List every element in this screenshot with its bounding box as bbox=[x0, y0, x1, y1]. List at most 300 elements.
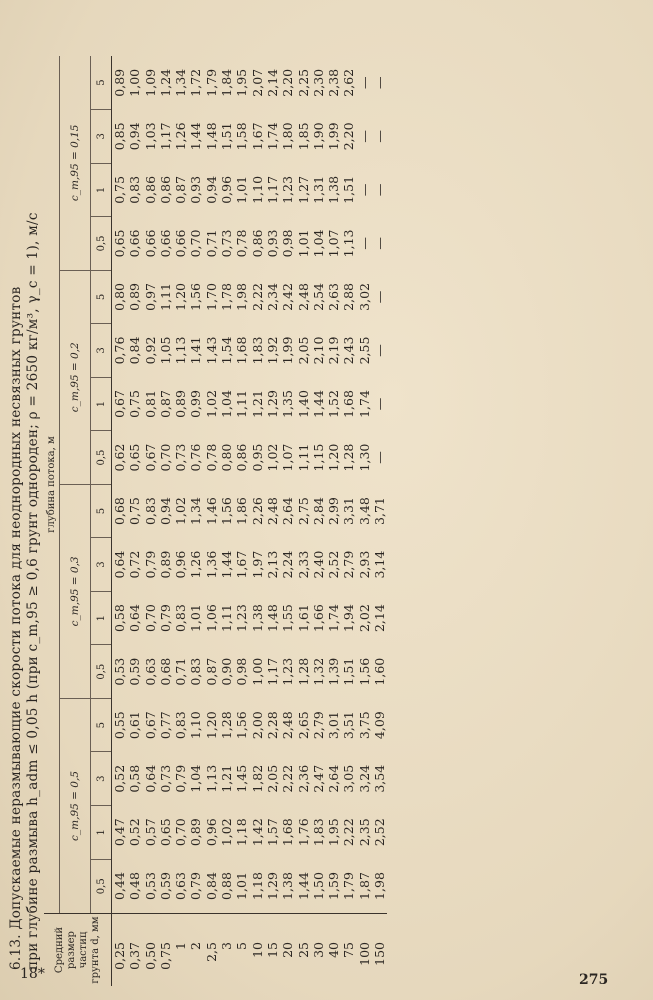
velocity-cell: 1,51 bbox=[219, 122, 235, 151]
table-row bbox=[234, 56, 249, 986]
velocity-cell: 2,79 bbox=[341, 550, 357, 579]
particle-size-cell: 40 bbox=[326, 914, 341, 987]
velocity-cell: 1,58 bbox=[234, 122, 250, 151]
depth-subheader-row bbox=[91, 56, 112, 986]
table-row bbox=[357, 56, 372, 986]
particle-size-cell: 0,37 bbox=[127, 914, 142, 987]
velocity-cell: 1,28 bbox=[219, 711, 235, 740]
depth-header: глубина потока, м bbox=[44, 56, 60, 914]
velocity-cell: 2,05 bbox=[295, 336, 311, 365]
velocity-cell: 1,26 bbox=[188, 550, 204, 579]
depth-header-cell: 0,5 bbox=[91, 645, 112, 699]
velocity-cell: 0,65 bbox=[112, 229, 127, 258]
velocity-cell: 1,38 bbox=[249, 604, 265, 633]
velocity-cell: 1,70 bbox=[203, 283, 219, 311]
velocity-cell: 3,31 bbox=[341, 497, 357, 525]
velocity-cell: 2,47 bbox=[310, 764, 326, 793]
velocity-cell: 1,31 bbox=[310, 175, 326, 204]
velocity-cell: 1,84 bbox=[219, 68, 235, 97]
velocity-cell: 0,87 bbox=[173, 175, 189, 204]
velocity-cell: 1,04 bbox=[188, 764, 204, 793]
depth-header-cell: 0,5 bbox=[91, 431, 112, 485]
velocity-cell: 3,75 bbox=[356, 711, 372, 740]
velocity-cell: — bbox=[356, 183, 372, 197]
velocity-cell: 2,26 bbox=[249, 497, 265, 525]
velocity-cell: 1,35 bbox=[280, 390, 296, 418]
group-header: c_m,95 = 0,2 bbox=[60, 270, 91, 484]
velocity-cell: 0,83 bbox=[173, 604, 189, 633]
velocity-cell: 0,78 bbox=[203, 443, 219, 472]
velocity-cell: 2,65 bbox=[295, 711, 311, 740]
velocity-cell: 1,56 bbox=[356, 657, 372, 686]
velocity-cell: 1,18 bbox=[234, 818, 250, 847]
velocity-cell: 0,52 bbox=[112, 764, 127, 793]
particle-size-cell: 75 bbox=[341, 914, 356, 987]
depth-header-cell: 1 bbox=[91, 377, 112, 431]
velocity-cell: 1,99 bbox=[280, 336, 296, 365]
particle-size-cell: 0,75 bbox=[158, 914, 173, 987]
velocity-cell: 1,44 bbox=[310, 390, 326, 418]
velocity-cell: 0,81 bbox=[142, 390, 158, 418]
velocity-cell: 1,95 bbox=[234, 68, 250, 97]
velocity-cell: 0,95 bbox=[249, 443, 265, 472]
table-row bbox=[250, 56, 265, 986]
velocity-cell: 0,84 bbox=[127, 336, 143, 365]
group-header: c_m,95 = 0,5 bbox=[60, 698, 91, 913]
velocity-cell: 1,85 bbox=[295, 122, 311, 151]
velocity-cell: 1,68 bbox=[234, 336, 250, 365]
velocity-cell: 1,02 bbox=[203, 390, 219, 418]
velocity-cell: 1,36 bbox=[203, 550, 219, 579]
velocity-cell: 0,70 bbox=[188, 229, 204, 258]
velocity-cell: 1,21 bbox=[249, 390, 265, 418]
velocity-cell: 1,45 bbox=[234, 764, 250, 793]
size-column-header: Средний размер частиц грунта d, мм bbox=[44, 914, 112, 987]
velocity-cell: 0,87 bbox=[157, 390, 173, 418]
velocity-cell: 1,98 bbox=[372, 872, 388, 900]
particle-size-cell: 3 bbox=[219, 914, 234, 987]
velocity-cell: 2,25 bbox=[295, 68, 311, 97]
velocity-cell: 1,11 bbox=[157, 283, 173, 311]
page-number: 275 bbox=[579, 972, 609, 988]
velocity-cell: 2,19 bbox=[326, 336, 342, 365]
velocity-cell: 1,92 bbox=[264, 336, 280, 365]
particle-size-cell: 0,50 bbox=[143, 914, 158, 987]
velocity-cell: 1,11 bbox=[219, 604, 235, 633]
velocity-cell: 1,10 bbox=[249, 175, 265, 204]
velocity-cell: 1,74 bbox=[264, 122, 280, 151]
velocity-cell: 0,58 bbox=[112, 604, 127, 633]
velocity-cell: 0,77 bbox=[157, 711, 173, 740]
velocity-cell: — bbox=[372, 290, 388, 304]
velocity-cell: 1,95 bbox=[326, 818, 342, 847]
velocity-cell: 0,89 bbox=[157, 550, 173, 579]
velocity-cell: 0,92 bbox=[142, 336, 158, 365]
velocity-cell: 1,97 bbox=[249, 550, 265, 579]
depth-header-cell: 1 bbox=[91, 163, 112, 217]
velocity-cell: 3,51 bbox=[341, 711, 357, 740]
velocity-cell: 1,01 bbox=[295, 229, 311, 258]
velocity-cell: 1,43 bbox=[203, 336, 219, 365]
velocity-cell: 0,99 bbox=[188, 390, 204, 418]
velocity-cell: 1,56 bbox=[234, 711, 250, 740]
depth-header-cell: 3 bbox=[91, 752, 112, 806]
velocity-cell: 1,00 bbox=[127, 68, 143, 97]
velocity-cell: 0,76 bbox=[188, 443, 204, 472]
velocity-cell: 2,52 bbox=[372, 818, 388, 847]
velocity-cell: 3,02 bbox=[356, 283, 372, 311]
velocity-cell: 0,70 bbox=[173, 818, 189, 847]
velocity-cell: 1,99 bbox=[326, 122, 342, 151]
velocity-cell: 0,66 bbox=[173, 229, 189, 258]
velocity-cell: — bbox=[372, 344, 388, 357]
particle-size-cell: 1 bbox=[173, 914, 188, 987]
table-row bbox=[280, 56, 295, 986]
velocity-cell: 1,60 bbox=[372, 657, 388, 686]
velocity-cell: 2,84 bbox=[310, 497, 326, 525]
velocity-cell: 2,48 bbox=[280, 711, 296, 740]
depth-header-cell: 1 bbox=[91, 591, 112, 645]
velocity-cell: 0,55 bbox=[112, 711, 127, 740]
velocity-cell: 2,64 bbox=[326, 764, 342, 793]
velocity-cell: 1,24 bbox=[157, 68, 173, 97]
velocity-cell: 1,38 bbox=[280, 872, 296, 900]
velocity-cell: 0,72 bbox=[127, 550, 143, 579]
velocity-cell: 0,89 bbox=[188, 818, 204, 847]
velocity-cell: 0,86 bbox=[249, 229, 265, 258]
velocity-cell: 0,63 bbox=[142, 657, 158, 686]
table-row bbox=[296, 56, 311, 986]
velocity-cell: 1,38 bbox=[326, 175, 342, 204]
velocity-cell: 1,72 bbox=[188, 68, 204, 97]
velocity-cell: 1,01 bbox=[188, 604, 204, 633]
table-row bbox=[112, 56, 128, 986]
depth-header-cell: 5 bbox=[91, 56, 112, 110]
particle-size-cell: 2,5 bbox=[204, 914, 219, 987]
table-row bbox=[311, 56, 326, 986]
velocity-cell: 0,70 bbox=[157, 443, 173, 472]
velocity-cell: 0,52 bbox=[127, 818, 143, 847]
velocity-cell: 3,48 bbox=[356, 497, 372, 525]
velocity-cell: 1,56 bbox=[188, 283, 204, 311]
velocity-cell: 0,59 bbox=[127, 657, 143, 686]
velocity-cell: 0,93 bbox=[264, 229, 280, 258]
velocity-cell: — bbox=[356, 76, 372, 90]
velocity-cell: 1,09 bbox=[142, 68, 158, 97]
velocity-cell: 1,01 bbox=[234, 872, 250, 900]
velocity-cell: 1,83 bbox=[249, 336, 265, 365]
velocity-cell: 1,46 bbox=[203, 497, 219, 525]
velocity-cell: 0,94 bbox=[127, 122, 143, 151]
velocity-cell: 1,13 bbox=[341, 229, 357, 258]
velocity-cell: 0,66 bbox=[142, 229, 158, 258]
velocity-cell: 0,47 bbox=[112, 818, 127, 847]
velocity-cell: 1,06 bbox=[203, 604, 219, 633]
velocity-cell: 2,20 bbox=[280, 68, 296, 97]
velocity-cell: 0,53 bbox=[112, 657, 127, 686]
velocity-cell: 1,02 bbox=[264, 443, 280, 472]
velocity-cell: 1,23 bbox=[280, 175, 296, 204]
velocity-cell: 1,28 bbox=[295, 657, 311, 686]
velocity-cell: 0,59 bbox=[157, 872, 173, 900]
particle-size-cell: 10 bbox=[250, 914, 265, 987]
velocity-cell: 1,44 bbox=[219, 550, 235, 579]
velocity-cell: 2,22 bbox=[249, 283, 265, 311]
velocity-cell: 0,97 bbox=[142, 283, 158, 311]
velocity-cell: — bbox=[356, 130, 372, 143]
velocity-cell: 1,23 bbox=[234, 604, 250, 633]
velocity-cell: 2,88 bbox=[341, 283, 357, 311]
velocity-cell: 2,13 bbox=[264, 550, 280, 579]
velocity-cell: 1,94 bbox=[341, 604, 357, 633]
velocity-cell: 1,02 bbox=[173, 497, 189, 525]
velocity-cell: 1,00 bbox=[249, 657, 265, 686]
velocity-cell: 1,15 bbox=[310, 443, 326, 472]
velocity-cell: 2,30 bbox=[310, 68, 326, 97]
velocity-cell: 1,41 bbox=[188, 336, 204, 365]
velocity-cell: 2,35 bbox=[356, 818, 372, 847]
velocity-cell: — bbox=[372, 397, 388, 411]
velocity-cell: 0,88 bbox=[219, 872, 235, 900]
velocity-cell: 0,62 bbox=[112, 443, 127, 472]
velocity-cell: 1,39 bbox=[326, 657, 342, 686]
velocity-cell: 2,93 bbox=[356, 550, 372, 579]
depth-header-cell: 5 bbox=[91, 698, 112, 752]
particle-size-cell: 30 bbox=[311, 914, 326, 987]
velocity-cell: 1,03 bbox=[142, 122, 158, 151]
velocity-cell: 0,86 bbox=[157, 175, 173, 204]
velocity-cell: 1,59 bbox=[326, 872, 342, 900]
table-row bbox=[204, 56, 219, 986]
velocity-cell: 1,98 bbox=[234, 283, 250, 311]
velocity-cell: 2,55 bbox=[356, 336, 372, 365]
depth-header-cell: 0,5 bbox=[91, 859, 112, 913]
velocity-cell: 0,86 bbox=[234, 443, 250, 472]
signature-mark: 18* bbox=[20, 966, 45, 982]
velocity-cell: 1,18 bbox=[249, 872, 265, 900]
particle-size-cell: 25 bbox=[296, 914, 311, 987]
particle-size-cell: 5 bbox=[234, 914, 249, 987]
velocity-cell: 0,85 bbox=[112, 122, 127, 151]
velocity-cell: 2,54 bbox=[310, 283, 326, 311]
table-row bbox=[143, 56, 158, 986]
caption-line-2: при глубине размыва h_adm ≤ 0,05 h (при c_m,95 ≥ 0,6 грунт однороден; ρ = 2650 кг/м³, γ_c = 1), м/с bbox=[25, 212, 41, 970]
velocity-cell: 2,63 bbox=[326, 283, 342, 311]
particle-size-cell: 15 bbox=[265, 914, 280, 987]
velocity-cell: 0,66 bbox=[157, 229, 173, 258]
velocity-cell: 2,07 bbox=[249, 68, 265, 97]
velocity-cell: 1,74 bbox=[356, 390, 372, 418]
velocity-cell: 2,36 bbox=[295, 764, 311, 793]
velocity-cell: 1,34 bbox=[188, 497, 204, 525]
velocity-cell: 0,96 bbox=[173, 550, 189, 579]
velocity-cell: — bbox=[372, 130, 388, 143]
depth-header-cell: 0,5 bbox=[91, 217, 112, 271]
velocity-cell: 1,17 bbox=[264, 657, 280, 686]
velocity-cell: 0,98 bbox=[234, 657, 250, 686]
velocity-cell: 4,09 bbox=[372, 711, 388, 740]
velocity-cell: — bbox=[372, 451, 388, 464]
velocity-cell: 0,67 bbox=[142, 711, 158, 740]
velocity-cell: 2,00 bbox=[249, 711, 265, 740]
velocity-cell: 1,48 bbox=[203, 122, 219, 151]
particle-size-cell: 150 bbox=[372, 914, 387, 987]
velocity-cell: 1,48 bbox=[264, 604, 280, 633]
velocity-cell: — bbox=[356, 237, 372, 250]
velocity-cell: — bbox=[372, 183, 388, 197]
velocity-cell: 1,01 bbox=[234, 175, 250, 204]
velocity-cell: 0,89 bbox=[173, 390, 189, 418]
velocity-cell: 0,83 bbox=[142, 497, 158, 525]
velocity-cell: 0,96 bbox=[203, 818, 219, 847]
velocity-cell: 1,55 bbox=[280, 604, 296, 633]
velocity-cell: 1,32 bbox=[310, 657, 326, 686]
velocity-cell: 3,05 bbox=[341, 764, 357, 793]
velocity-cell: 1,74 bbox=[326, 604, 342, 633]
velocity-cell: 0,78 bbox=[234, 229, 250, 258]
velocity-cell: 0,75 bbox=[127, 390, 143, 418]
velocity-cell: 0,98 bbox=[280, 229, 296, 258]
velocity-cell: 1,29 bbox=[264, 872, 280, 900]
velocity-cell: 1,10 bbox=[188, 711, 204, 740]
velocity-cell: 1,05 bbox=[157, 336, 173, 365]
velocity-cell: 2,22 bbox=[341, 818, 357, 847]
table-row bbox=[173, 56, 188, 986]
velocity-cell: 1,80 bbox=[280, 122, 296, 151]
velocity-cell: 0,67 bbox=[112, 390, 127, 418]
velocity-cell: 2,10 bbox=[310, 336, 326, 365]
velocity-cell: 2,02 bbox=[356, 604, 372, 633]
velocity-cell: 3,01 bbox=[326, 711, 342, 740]
velocity-cell: 1,67 bbox=[249, 122, 265, 151]
velocity-cell: 0,89 bbox=[127, 283, 143, 311]
table-row bbox=[127, 56, 142, 986]
velocity-cell: 2,14 bbox=[372, 604, 388, 633]
group-header: c_m,95 = 0,15 bbox=[60, 56, 91, 270]
velocity-cell: 1,78 bbox=[219, 283, 235, 311]
velocity-cell: 0,65 bbox=[127, 443, 143, 472]
velocity-cell: 2,52 bbox=[326, 550, 342, 579]
velocity-cell: 0,68 bbox=[157, 657, 173, 686]
velocity-cell: 1,67 bbox=[234, 550, 250, 579]
depth-header-cell: 3 bbox=[91, 538, 112, 592]
velocity-cell: 1,79 bbox=[203, 68, 219, 97]
velocity-cell: 2,42 bbox=[280, 283, 296, 311]
velocity-cell: 1,40 bbox=[295, 390, 311, 418]
velocity-cell: 0,53 bbox=[142, 872, 158, 900]
velocity-cell: 1,56 bbox=[219, 497, 235, 525]
velocity-cell: 1,27 bbox=[295, 175, 311, 204]
velocity-cell: 0,76 bbox=[112, 336, 127, 365]
particle-size-cell: 100 bbox=[357, 914, 372, 987]
velocity-cell: 1,26 bbox=[173, 122, 189, 151]
velocity-cell: 2,43 bbox=[341, 336, 357, 365]
velocity-cell: 1,34 bbox=[173, 68, 189, 97]
table-row bbox=[219, 56, 234, 986]
velocity-cell: 2,79 bbox=[310, 711, 326, 740]
velocity-cell: 1,29 bbox=[264, 390, 280, 418]
velocity-cell: 1,86 bbox=[234, 497, 250, 525]
depth-header-cell: 1 bbox=[91, 805, 112, 859]
group-header-row bbox=[60, 56, 91, 986]
velocity-cell: 1,51 bbox=[341, 175, 357, 204]
velocity-cell: 2,62 bbox=[341, 68, 357, 97]
velocity-cell: 1,04 bbox=[219, 390, 235, 418]
table-row bbox=[372, 56, 387, 986]
velocity-cell: 2,24 bbox=[280, 550, 296, 579]
velocity-cell: 2,22 bbox=[280, 764, 296, 793]
velocity-cell: 1,13 bbox=[173, 336, 189, 365]
velocity-cell: 1,23 bbox=[280, 657, 296, 686]
velocity-cell: 0,87 bbox=[203, 657, 219, 686]
velocity-cell: — bbox=[372, 237, 388, 250]
velocity-cell: 2,34 bbox=[264, 283, 280, 311]
particle-size-cell: 0,25 bbox=[112, 914, 128, 987]
depth-header-cell: 5 bbox=[91, 484, 112, 538]
velocity-cell: 1,11 bbox=[295, 443, 311, 472]
caption-line-1: 6.13. Допускаемые неразмывающие скорости потока для неоднородных несвязных грунтов bbox=[8, 286, 24, 970]
velocity-cell: 0,57 bbox=[142, 818, 158, 847]
table-row bbox=[326, 56, 341, 986]
velocity-cell: 2,48 bbox=[264, 497, 280, 525]
velocity-cell: 2,48 bbox=[295, 283, 311, 311]
velocity-cell: 0,79 bbox=[173, 764, 189, 793]
velocity-cell: 0,75 bbox=[112, 175, 127, 204]
velocity-cell: 2,05 bbox=[264, 764, 280, 793]
velocity-cell: 2,14 bbox=[264, 68, 280, 97]
velocity-cell: 1,44 bbox=[295, 872, 311, 900]
velocity-cell: 0,64 bbox=[142, 764, 158, 793]
table-row bbox=[188, 56, 203, 986]
velocity-cell: 0,89 bbox=[112, 68, 127, 97]
velocity-cell: 1,11 bbox=[234, 390, 250, 418]
velocity-cell: 0,67 bbox=[142, 443, 158, 472]
velocity-cell: 2,33 bbox=[295, 550, 311, 579]
velocity-cell: 1,20 bbox=[173, 283, 189, 311]
velocity-cell: 0,96 bbox=[219, 175, 235, 204]
velocity-cell: 1,17 bbox=[157, 122, 173, 151]
velocity-cell: — bbox=[372, 76, 388, 90]
particle-size-cell: 2 bbox=[188, 914, 203, 987]
velocity-cell: 0,83 bbox=[127, 175, 143, 204]
velocity-cell: 1,66 bbox=[310, 604, 326, 633]
velocity-cell: 1,04 bbox=[310, 229, 326, 258]
velocity-cell: 1,79 bbox=[341, 872, 357, 900]
velocity-cell: 1,61 bbox=[295, 604, 311, 633]
velocity-cell: 1,02 bbox=[219, 818, 235, 847]
velocity-cell: 0,64 bbox=[112, 550, 127, 579]
velocity-cell: 1,17 bbox=[264, 175, 280, 204]
velocity-cell: 0,66 bbox=[127, 229, 143, 258]
velocity-cell: 1,30 bbox=[356, 443, 372, 472]
velocity-cell: 0,79 bbox=[188, 872, 204, 900]
velocity-cell: 0,71 bbox=[203, 229, 219, 258]
velocity-cell: 1,76 bbox=[295, 818, 311, 847]
velocity-cell: 1,07 bbox=[326, 229, 342, 258]
velocity-cell: 3,71 bbox=[372, 497, 388, 525]
velocity-cell: 0,48 bbox=[127, 872, 143, 900]
velocity-cell: 2,38 bbox=[326, 68, 342, 97]
velocity-cell: 0,58 bbox=[127, 764, 143, 793]
velocity-cell: 0,68 bbox=[112, 497, 127, 525]
velocity-cell: 1,82 bbox=[249, 764, 265, 793]
velocity-cell: 2,28 bbox=[264, 711, 280, 740]
particle-size-cell: 20 bbox=[280, 914, 295, 987]
velocity-cell: 1,57 bbox=[264, 818, 280, 847]
velocity-cell: 0,73 bbox=[219, 229, 235, 258]
velocity-cell: 1,52 bbox=[326, 390, 342, 418]
depth-header-cell: 3 bbox=[91, 110, 112, 164]
